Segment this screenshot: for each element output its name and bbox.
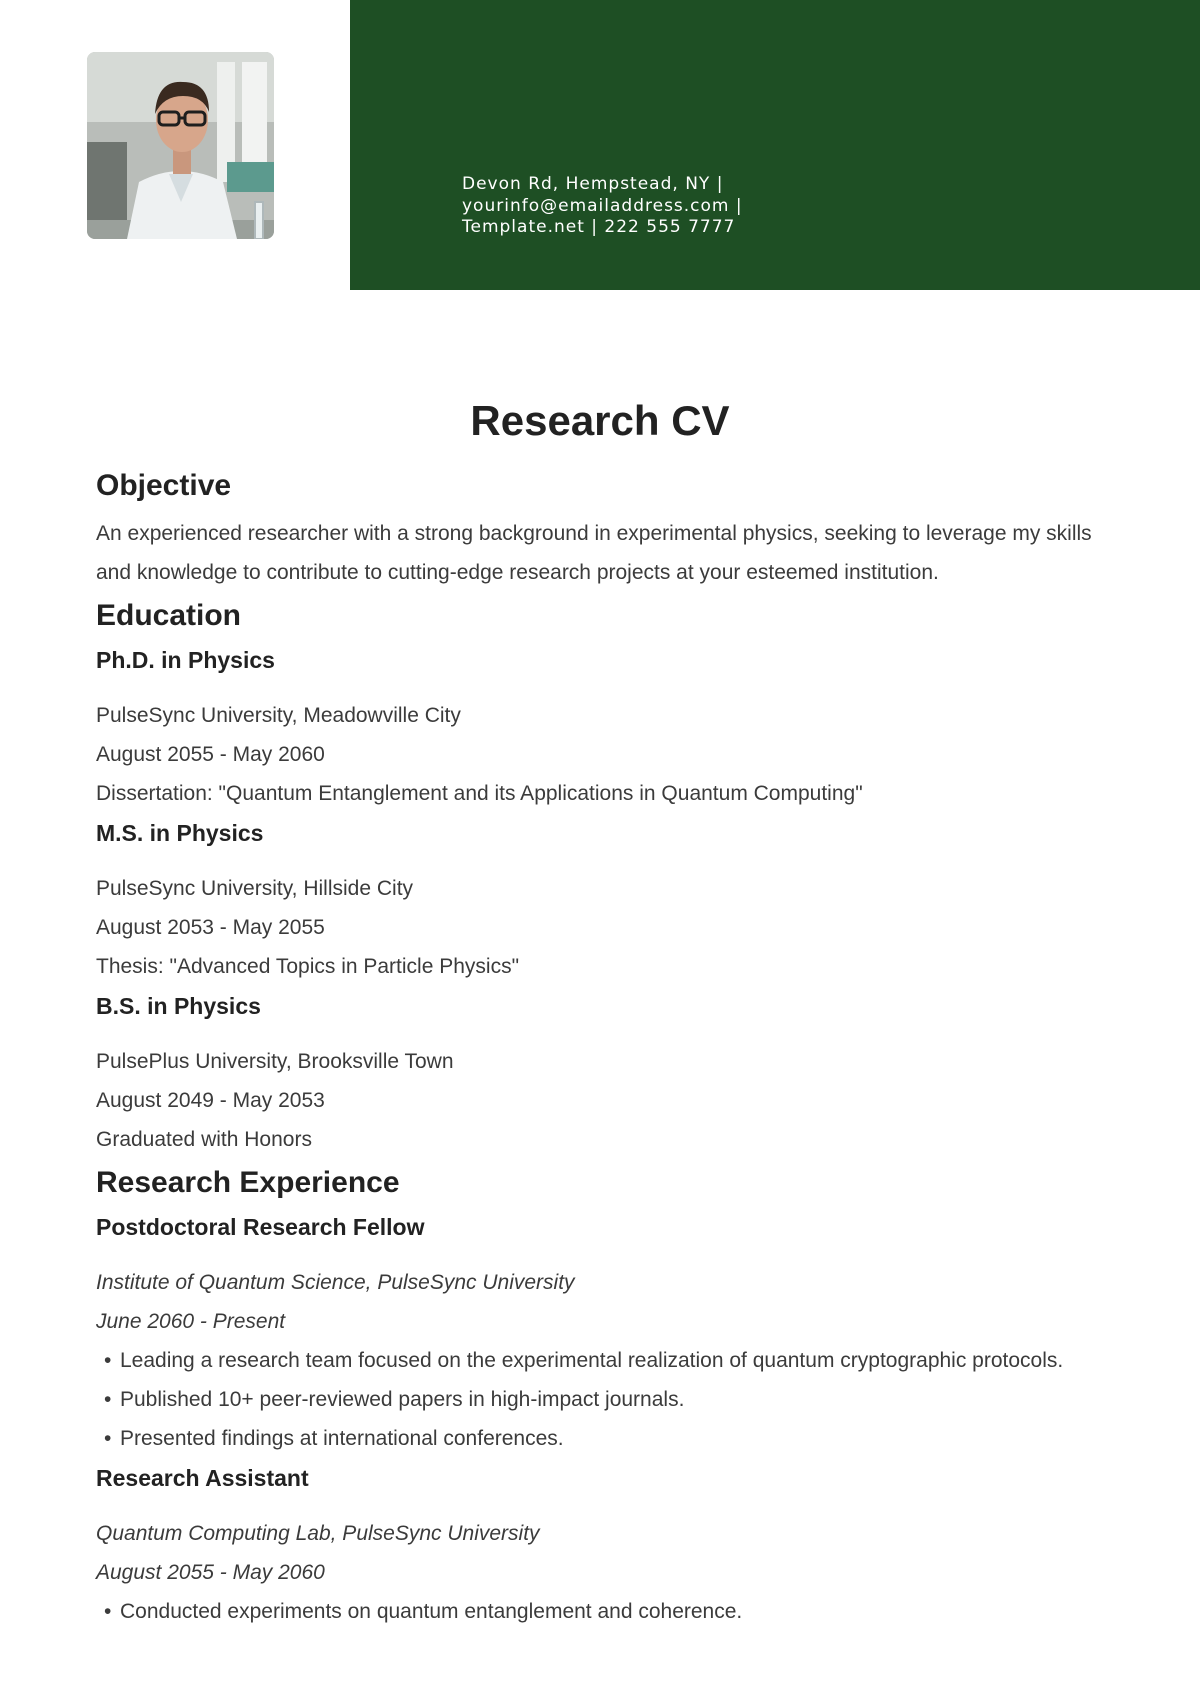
bullet-icon: • <box>104 1427 112 1450</box>
experience-dates: August 2055 - May 2060 <box>96 1561 325 1584</box>
education-note: Dissertation: "Quantum Entanglement and its Applications in Quantum Computing" <box>96 782 863 805</box>
list-item <box>96 1419 1096 1458</box>
experience-entry <box>96 1458 1096 1631</box>
list-item <box>96 1380 1096 1419</box>
bullet-icon: • <box>104 1349 112 1372</box>
list-item <box>96 1341 1096 1380</box>
experience-organization: Quantum Computing Lab, PulseSync University <box>96 1522 540 1545</box>
bullet-text: Published 10+ peer-reviewed papers in high-impact journals. <box>120 1388 685 1411</box>
experience-dates: June 2060 - Present <box>96 1310 286 1333</box>
education-note: Thesis: "Advanced Topics in Particle Physics" <box>96 955 520 978</box>
education-dates: August 2055 - May 2060 <box>96 743 325 766</box>
contact-website-phone: Template.net | 222 555 7777 <box>462 217 736 237</box>
experience-entry <box>96 1207 1096 1458</box>
education-degree: B.S. in Physics <box>96 993 261 1019</box>
education-section <box>96 592 1096 1159</box>
objective-section <box>96 462 1096 592</box>
bullet-icon: • <box>104 1600 112 1623</box>
education-entry <box>96 986 1096 1159</box>
education-entry <box>96 813 1096 986</box>
experience-bullets <box>96 1341 1096 1458</box>
experience-section <box>96 1159 1096 1631</box>
header-band <box>350 0 1200 290</box>
experience-bullets <box>96 1592 1096 1631</box>
education-school: PulseSync University, Hillside City <box>96 877 414 900</box>
experience-role: Postdoctoral Research Fellow <box>96 1214 425 1240</box>
education-note: Graduated with Honors <box>96 1128 312 1151</box>
education-dates: August 2049 - May 2053 <box>96 1089 325 1112</box>
bullet-text: Conducted experiments on quantum entanglement and coherence. <box>120 1600 743 1623</box>
bullet-icon: • <box>104 1388 112 1411</box>
cv-content <box>96 462 1096 1631</box>
education-entry <box>96 640 1096 813</box>
contact-email: yourinfo@emailaddress.com | <box>462 195 743 216</box>
contact-address: Devon Rd, Hempstead, NY | <box>462 174 724 194</box>
education-heading: Education <box>96 599 242 632</box>
document-title: Research CV <box>470 397 730 444</box>
education-degree: M.S. in Physics <box>96 820 264 846</box>
education-degree: Ph.D. in Physics <box>96 647 275 673</box>
education-school: PulsePlus University, Brooksville Town <box>96 1050 454 1073</box>
bullet-text: Leading a research team focused on the experimental realization of quantum cryptographic protocols. <box>120 1349 1064 1372</box>
list-item <box>96 1592 1096 1631</box>
experience-heading: Research Experience <box>96 1166 400 1199</box>
bullet-text: Presented findings at international conferences. <box>120 1427 564 1450</box>
education-dates: August 2053 - May 2055 <box>96 916 325 939</box>
profile-photo <box>87 52 274 239</box>
experience-role: Research Assistant <box>96 1465 309 1491</box>
objective-text: An experienced researcher with a strong background in experimental physics, seeking to leverage my skills and knowledge to contribute to cutting-edge research projects at your esteemed institution. <box>96 522 1092 584</box>
profile-photo-image <box>87 52 274 239</box>
education-school: PulseSync University, Meadowville City <box>96 704 461 727</box>
contact-info <box>462 174 802 239</box>
objective-heading: Objective <box>96 469 232 502</box>
experience-organization: Institute of Quantum Science, PulseSync University <box>96 1271 575 1294</box>
